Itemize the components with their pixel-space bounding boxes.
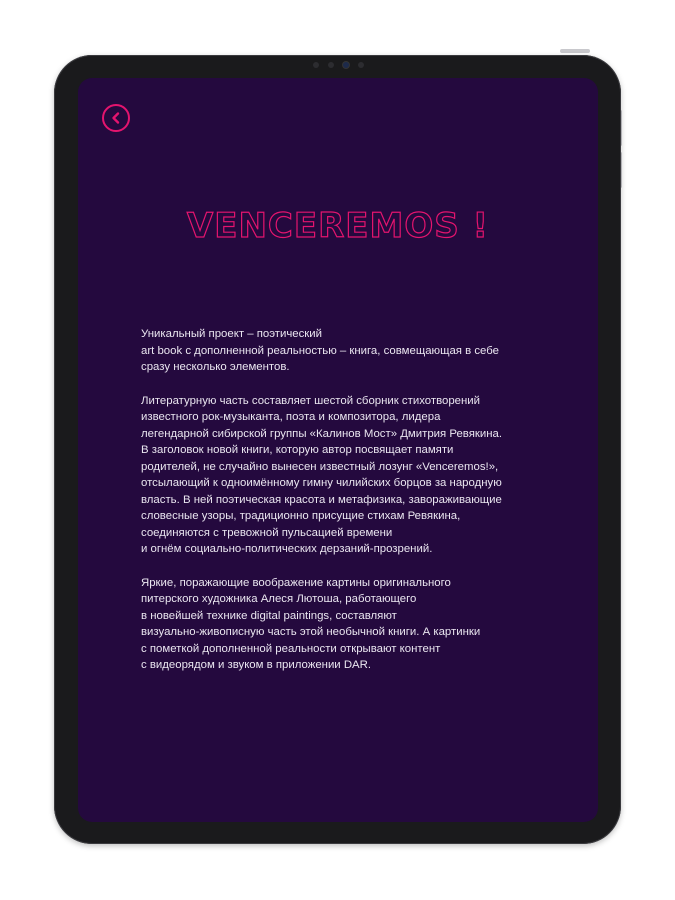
power-button: [560, 49, 590, 53]
text-line: с видеорядом и звуком в приложении DAR.: [141, 659, 372, 671]
paragraph-literary: [141, 393, 571, 558]
text-line: визуально-живописную часть этой необычной книги. А картинки: [141, 626, 481, 638]
text-line: Уникальный проект – поэтический: [141, 328, 323, 340]
camera-icon: [343, 62, 349, 68]
paragraph-intro: [141, 326, 571, 376]
back-button[interactable]: [102, 104, 130, 132]
text-line: с пометкой дополненной реальности открывают контент: [141, 642, 441, 655]
chevron-left-icon: [109, 111, 123, 125]
text-line: родителей, не случайно вынесен известный лозунг «Venceremos!»,: [141, 460, 499, 473]
app-screen: [78, 78, 598, 822]
text-line: известного рок-музыканта, поэта и композитора, лидера: [141, 411, 441, 423]
text-line: питерского художника Алеся Лютоша, работающего: [141, 593, 417, 605]
text-line: власть. В ней поэтическая красота и метафизика, завораживающие: [141, 493, 502, 506]
camera-bar: [296, 60, 380, 70]
text-line: отсылающий к одноимённому гимну чилийских борцов за народную: [141, 477, 502, 489]
text-line: в новейшей технике digital paintings, составляют: [141, 609, 397, 622]
paragraph-art: [141, 575, 571, 674]
text-line: легендарной сибирской группы «Калинов Мост» Дмитрия Ревякина.: [141, 427, 503, 440]
page-title: VENCEREMOS !: [186, 206, 490, 246]
text-line: Литературную часть составляет шестой сборник стихотворений: [141, 394, 481, 407]
text-line: соединяются с тревожной пульсацией времени: [141, 526, 393, 539]
sensor-icon: [358, 62, 364, 68]
text-line: Яркие, поражающие воображение картины оригинального: [141, 576, 451, 589]
description-text: [141, 326, 571, 691]
sensor-icon: [313, 62, 319, 68]
text-line: сразу несколько элементов.: [141, 361, 290, 373]
text-line: art book с дополненной реальностью – книга, совмещающая в себе: [141, 344, 499, 357]
sensor-icon: [328, 62, 334, 68]
text-line: и огнём социально-политических дерзаний-прозрений.: [141, 543, 433, 555]
text-line: В заголовок новой книги, которую автор посвящает памяти: [141, 444, 454, 456]
text-line: словесные узоры, традиционно присущие стихам Ревякина,: [141, 510, 461, 522]
